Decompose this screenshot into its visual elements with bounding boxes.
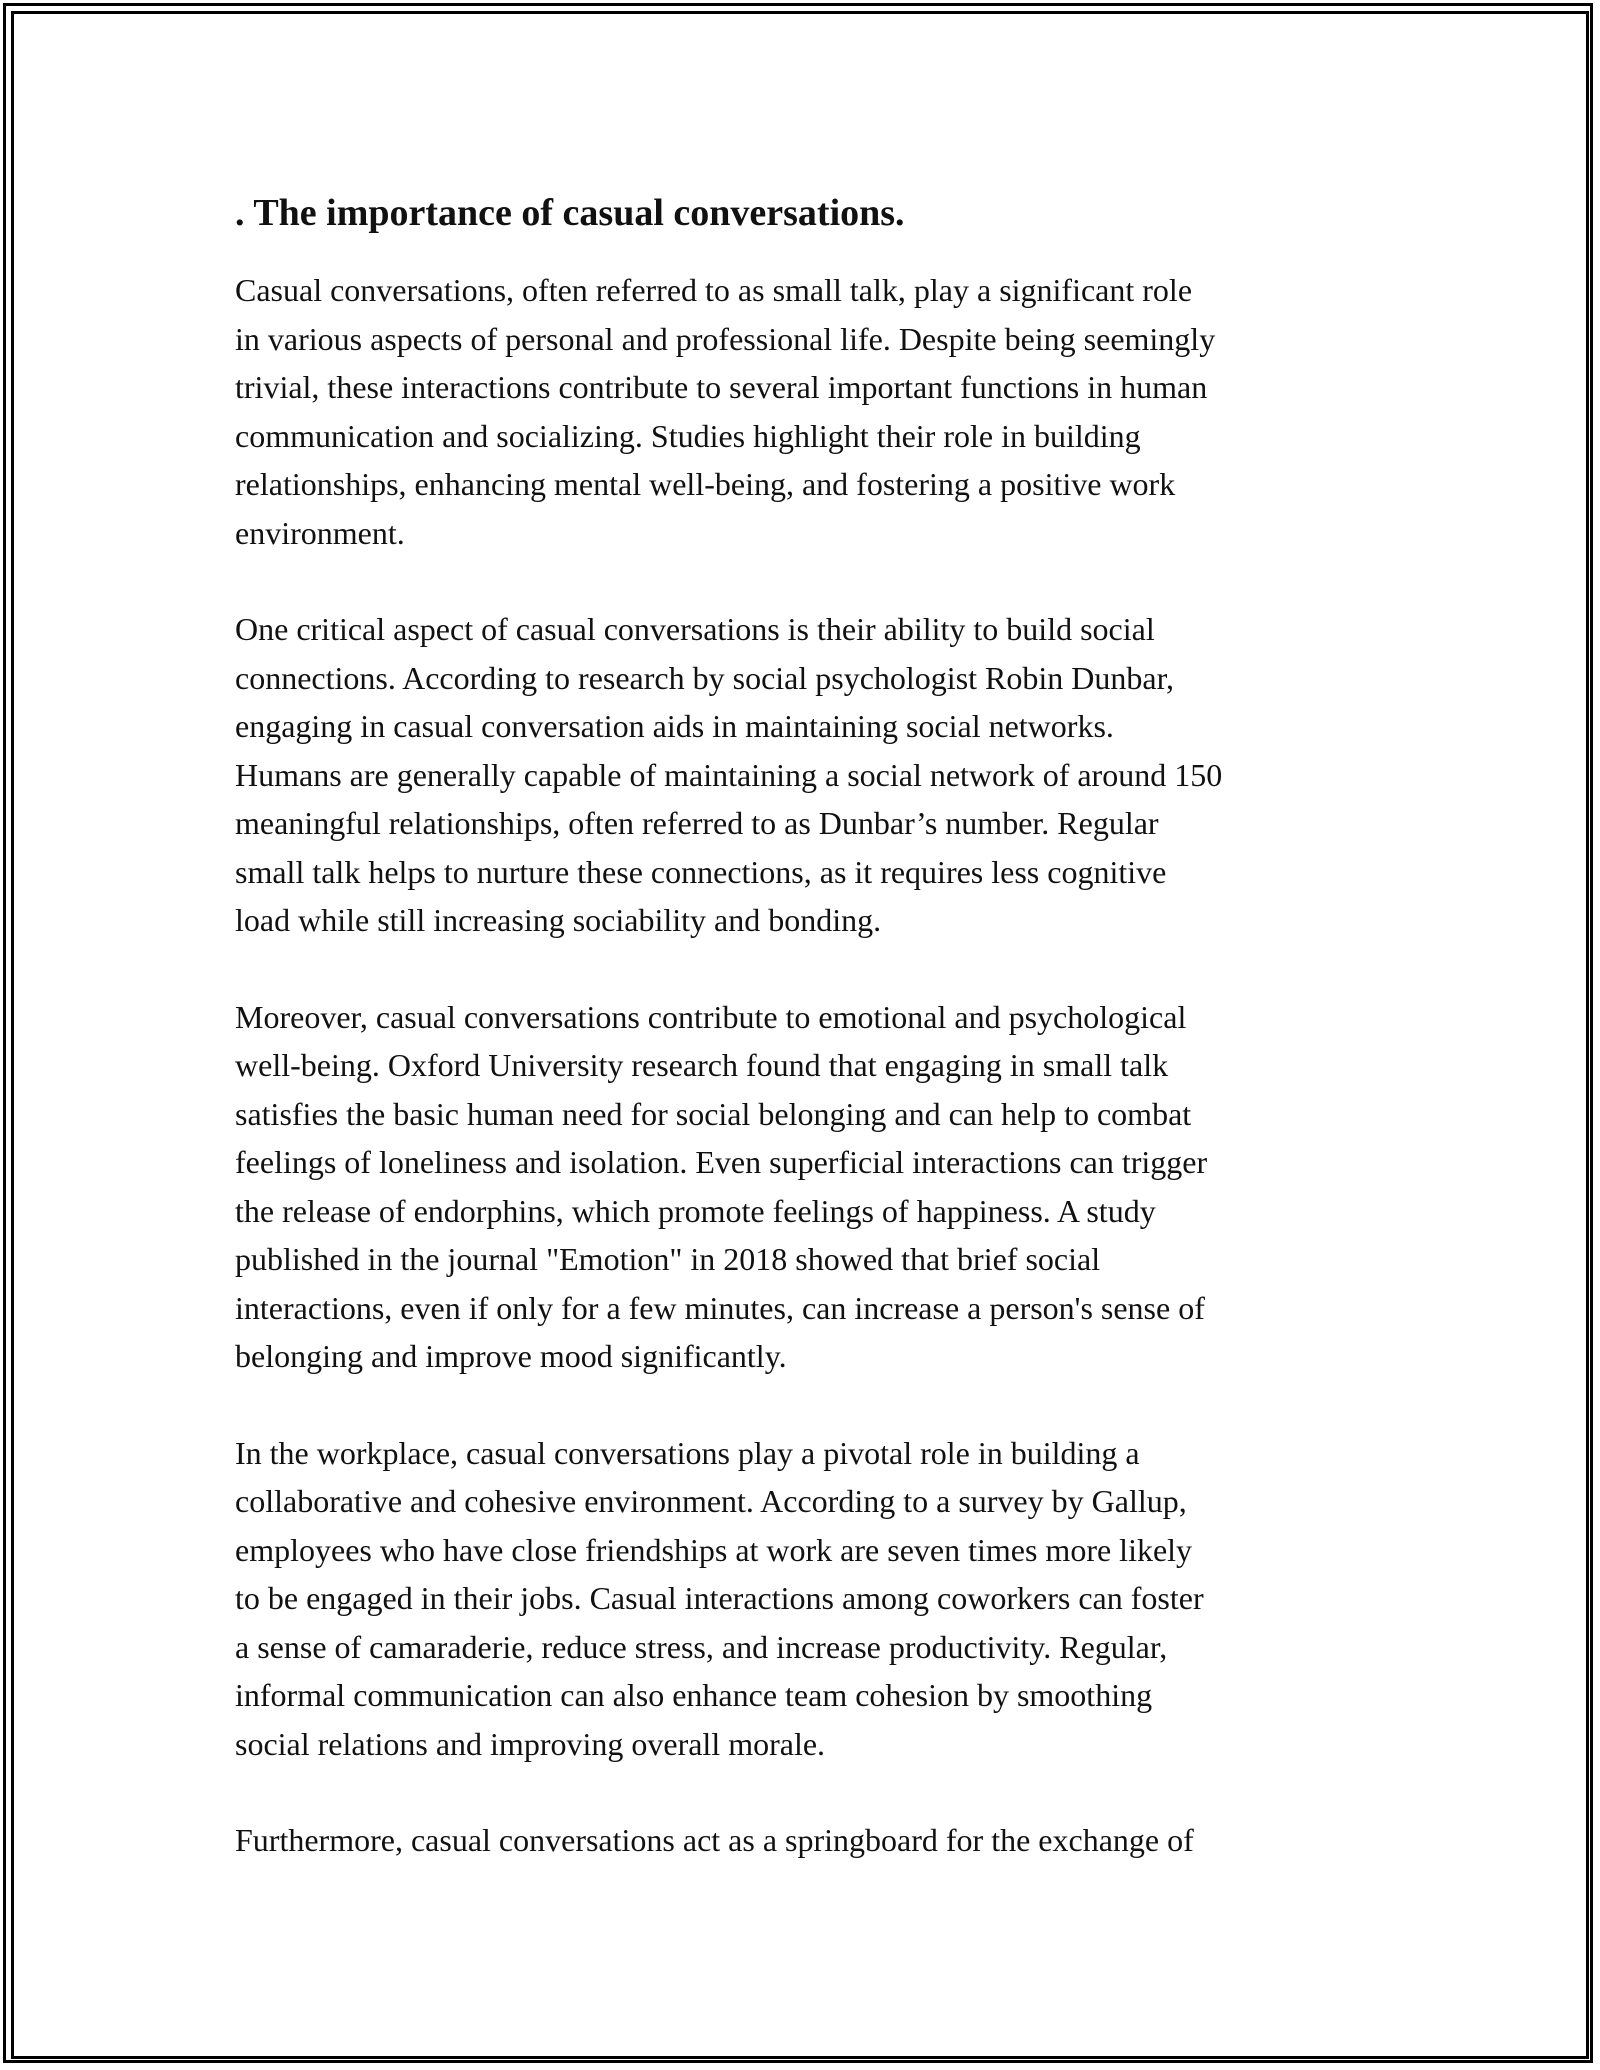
paragraph-line: Furthermore, casual conversations act as a springboard for the exchange of (235, 1822, 1194, 1858)
paragraph-line: interactions, even if only for a few minutes, can increase a person's sense of (235, 1289, 1205, 1326)
paragraph-line: the release of endorphins, which promote feelings of happiness. A study (235, 1192, 1156, 1229)
paragraph-line: collaborative and cohesive environment. According to a survey by Gallup, (235, 1483, 1187, 1519)
paragraph-line: engaging in casual conversation aids in maintaining social networks. (235, 708, 1114, 744)
paragraph-line: well-being. Oxford University research found that engaging in small talk (235, 1047, 1169, 1083)
paragraph-line: in various aspects of personal and professional life. Despite being seemingly (235, 320, 1216, 357)
paragraph-line: relationships, enhancing mental well-being, and fostering a positive work (235, 466, 1176, 502)
paragraph-line: In the workplace, casual conversations play a pivotal role in building a (235, 1434, 1140, 1471)
document-body (235, 186, 1395, 1913)
paragraph-5 (235, 1816, 1395, 1865)
paragraph-2 (235, 605, 1395, 945)
paragraph-line: Casual conversations, often referred to as small talk, play a significant role (235, 272, 1193, 308)
paragraph-4 (235, 1429, 1395, 1769)
paragraph-line: trivial, these interactions contribute to several important functions in human (235, 369, 1208, 405)
paragraph-line: published in the journal "Emotion" in 2018 showed that brief social (235, 1241, 1101, 1277)
paragraph-line: load while still increasing sociability and bonding. (235, 902, 882, 938)
paragraph-line: connections. According to research by social psychologist Robin Dunbar, (235, 659, 1174, 696)
paragraph-1 (235, 266, 1395, 557)
paragraph-line: satisfies the basic human need for social belonging and can help to combat (235, 1095, 1192, 1132)
paragraph-line: a sense of camaraderie, reduce stress, and increase productivity. Regular, (235, 1628, 1168, 1665)
paragraph-line: environment. (235, 514, 405, 551)
paragraph-line: Humans are generally capable of maintaining a social network of around 150 (235, 756, 1223, 793)
paragraph-line: belonging and improve mood significantly. (235, 1338, 787, 1374)
paragraph-line: feelings of loneliness and isolation. Even superficial interactions can trigger (235, 1144, 1208, 1180)
paragraph-line: One critical aspect of casual conversations is their ability to build social (235, 611, 1155, 647)
document-title: . The importance of casual conversations. (235, 192, 905, 234)
paragraphs-container (235, 266, 1395, 1865)
paragraph-line: meaningful relationships, often referred to as Dunbar’s number. Regular (235, 805, 1159, 841)
paragraph-line: employees who have close friendships at work are seven times more likely (235, 1531, 1193, 1568)
paragraph-line: informal communication can also enhance team cohesion by smoothing (235, 1677, 1153, 1713)
paragraph-line: social relations and improving overall morale. (235, 1725, 826, 1762)
paragraph-line: Moreover, casual conversations contribute to emotional and psychological (235, 998, 1187, 1035)
paragraph-line: small talk helps to nurture these connections, as it requires less cognitive (235, 853, 1167, 890)
paragraph-line: to be engaged in their jobs. Casual interactions among coworkers can foster (235, 1580, 1204, 1616)
paragraph-3 (235, 993, 1395, 1381)
paragraph-line: communication and socializing. Studies highlight their role in building (235, 417, 1141, 454)
